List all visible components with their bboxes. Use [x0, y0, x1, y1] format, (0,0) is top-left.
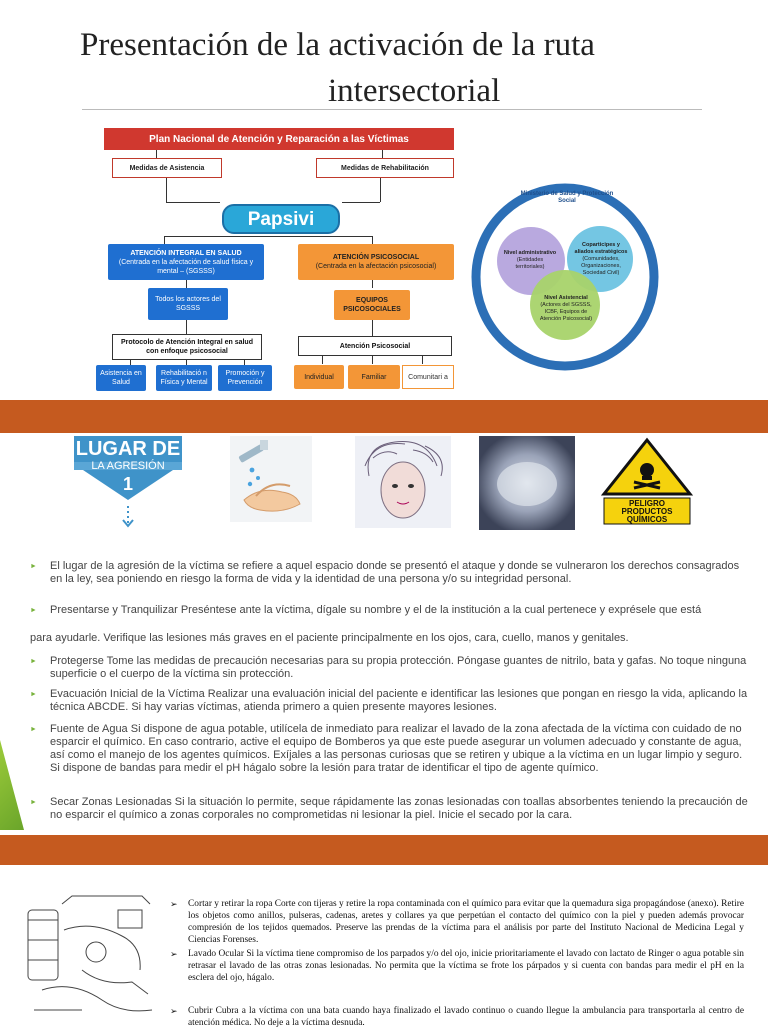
bullet-text: ► Fuente de Agua Si dispone de agua potable, utilícela de inmediato para realizar el lavado de la zona afectada de la víctima con cuidado de no esparcir el químico. En caso contrario, active el equipo de Bomberos ya que este puede asegurar un volumen adecuado y constante de agua, así como el manejo de los agentes químicos. Exíjales a las personas curiosas que se retiren y ubique a la víctima en un lugar limpio y seguro. Si dispone de bandas para medir el pH hágalo sobre la lesión para tratar de identificar el tipo de agente químico. — [50, 723, 743, 774]
bullet-text: ► Evacuación Inicial de la Víctima Realizar una evaluación inicial del paciente e identificar las lesiones que pongan en riesgo la vida, aplicando la técnica ABCDE. Si hay varias víctimas, atienda primero a quien presente mayores lesiones. — [50, 688, 748, 713]
orange-band-top — [0, 400, 768, 433]
face-illustration-image — [355, 436, 451, 528]
bottom-item-text: ➢ Cortar y retirar la ropa Corte con tijeras y retire la ropa contaminada con el químico para evitar que la quemadura siga propagándose (anexo). Retire los objetos como anillos, pulseras, cadenas, aretes y collares ya que perpetúan el contacto del químico con la piel y pueden además provocar compresión de los tejidos quemados. Preserve las prendas de la víctima para el análisis por parte del Instituto Nacional de Medicina Legal y Ciencias Forenses. — [188, 899, 744, 945]
bullet-item — [30, 723, 752, 775]
title-line-1: Presentación de la activación de la ruta — [80, 27, 595, 63]
circle-coparticipes — [569, 235, 633, 283]
circle-outer-label: Ministerio de Salud y Protección Social — [520, 191, 614, 204]
circle-asist-title: Nivel Asistencial — [544, 295, 588, 301]
bullet-text: ► Presentarse y Tranquilizar Preséntese ante la víctima, dígale su nombre y el de la institución a la cual pertenece y exprésele que está — [50, 604, 702, 616]
bullet-text: para ayudarle. Verifique las lesiones más graves en el paciente principalmente en los ojos, cara, cuello, manos y genitales. — [30, 632, 629, 644]
injured-face-image — [479, 436, 575, 530]
leaf-rehabilitacion: Rehabilitació n Física y Mental — [156, 365, 212, 391]
title-line-2: intersectorial — [328, 73, 501, 109]
leaf-individual: Individual — [294, 365, 344, 389]
actores-box: Todos los actores del SGSSS — [148, 288, 228, 320]
bullet-item — [30, 560, 752, 586]
psicosocial-title: ATENCIÓN PSICOSOCIAL — [332, 254, 420, 261]
title-divider — [82, 109, 702, 110]
bullet-item — [30, 688, 752, 714]
bullet-text: ► Secar Zonas Lesionadas Si la situación lo permite, seque rápidamente las zonas lesionadas con toallas absorbentes teniendo la precaución de no esparcir el químico a zonas corporales no comprometidas ni lesionar la piel. Inicie el secado por la cara. — [50, 796, 748, 821]
equipos-box: EQUIPOS PSICOSOCIALES — [334, 290, 410, 320]
protocolo-box: Protocolo de Atención Integral en salud con enfoque psicosocial — [112, 334, 262, 360]
bullet-text: ► El lugar de la agresión de la víctima se refiere a aquel espacio donde se presentó el ataque y donde se vulneraron los derechos consagrados en la ley, sea poniendo en riesgo la forma de vida y la identidad de una persona y/o su integridad personal. — [50, 560, 740, 585]
circle-asistencial — [533, 289, 599, 329]
lugar-line1: LUGAR DE — [75, 438, 181, 460]
asistencia-box: Medidas de Asistencia — [112, 158, 222, 178]
circle-cop-title: Coparticipes y aliados estratégicos — [574, 241, 628, 255]
circle-admin-title: Nivel administrativo — [503, 249, 557, 256]
rehabilitacion-box: Medidas de Rehabilitación — [316, 158, 454, 178]
bullet-text: ► Protegerse Tome las medidas de precaución necesarias para su propia protección. Póngase guantes de nitrilo, bata y gafas. No toque ninguna superficie o el cuerpo de la víctima sin protección. — [50, 655, 747, 680]
bottom-item — [172, 948, 744, 984]
bullet-item-continued — [30, 632, 752, 645]
leaf-promocion: Promoción y Prevención — [218, 365, 272, 391]
leaf-asistencia: Asistencia en Salud — [96, 365, 146, 391]
leaf-familiar: Familiar — [348, 365, 400, 389]
salud-title: ATENCIÓN INTEGRAL EN SALUD — [130, 249, 242, 257]
circle-admin — [499, 243, 561, 277]
hazard-sign-image — [600, 436, 694, 528]
bottom-item-text: ➢ Cubrir Cubra a la víctima con una bata cuando haya finalizado el lavado continuo o cuando llegue la ambulancia para transportarla al centro de atención médica. No deje a la víctima desnuda. — [188, 1006, 744, 1028]
bottom-item — [172, 898, 744, 946]
hazard-text: PELIGRO PRODUCTOS QUÍMICOS — [621, 499, 673, 524]
psicosocial-box — [298, 244, 454, 280]
hand-washing-image — [230, 436, 312, 522]
salud-box — [108, 244, 264, 280]
salud-subtitle: (Centrada en la afectación de salud física y mental – (SGSSS) — [118, 258, 254, 275]
lugar-agresion-graphic — [74, 436, 182, 528]
bottom-item — [172, 1005, 744, 1029]
psicosocial-subtitle: (Centrada en la afectación psicosocial) — [315, 263, 437, 270]
emergency-sketch-image — [22, 890, 162, 1024]
lugar-number: 1 — [122, 474, 133, 494]
papsivi-diagram — [90, 124, 470, 396]
papsivi-box: Papsivi — [222, 204, 340, 234]
bullet-item — [30, 655, 752, 681]
leaf-comunitaria: Comunitari a — [402, 365, 454, 389]
circle-admin-sub: (Entidades territoriales) — [515, 256, 545, 270]
circle-cop-sub: (Comunidades, Organizaciones, Sociedad Civil) — [581, 255, 621, 276]
circle-asist-sub: (Actores del SGSSS, ICBF, Equipos de Atención Psicosocial) — [539, 302, 593, 322]
circles-diagram — [467, 183, 667, 371]
bullet-item — [30, 796, 752, 822]
lugar-line2: LA AGRESIÓN — [91, 460, 165, 472]
diagram-header: Plan Nacional de Atención y Reparación a las Víctimas — [104, 128, 454, 150]
circles-graphic — [467, 183, 667, 371]
bottom-item-text: ➢ Lavado Ocular Si la víctima tiene compromiso de los parpados y/o del ojo, inicie prioritariamente el lavado con lactato de Ringer o agua potable sin retrasar el lavado de las otras zonas lesionadas. No permita que la víctima se frote los párpados y si cuenta con bandas para medir el pH en la esclera del ojo, hágalo. — [188, 949, 744, 983]
atencion-psicosocial-box: Atención Psicosocial — [298, 336, 452, 356]
orange-band-bottom — [0, 835, 768, 865]
green-accent — [0, 740, 24, 830]
bullet-item — [30, 604, 752, 617]
